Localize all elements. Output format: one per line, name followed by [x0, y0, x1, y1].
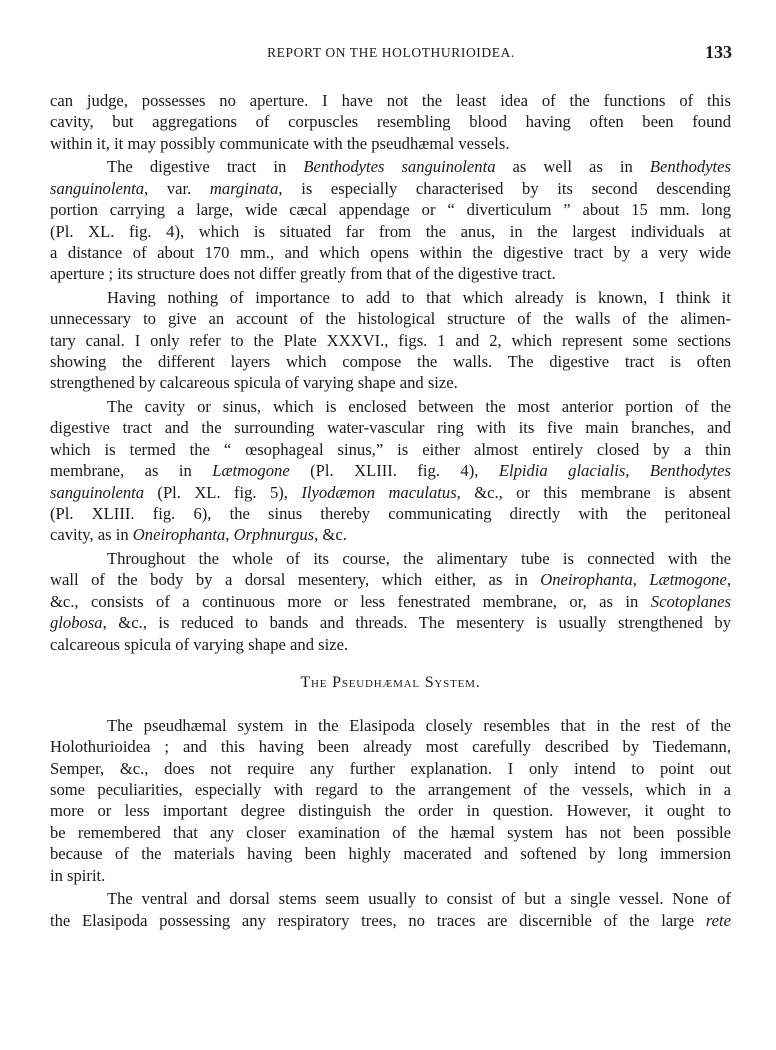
text-line	[50, 612, 731, 633]
text-run: which is termed the “ œsophageal sinus,” is either almost entirely closed by a thin	[50, 439, 731, 459]
text-line	[50, 156, 731, 177]
paragraph	[50, 287, 731, 394]
text-run: portion carrying a large, wide cæcal appendage or “ diverticulum ” about 15 mm. long	[50, 200, 731, 220]
italic-text: globosa	[50, 613, 103, 633]
text-line	[50, 133, 731, 154]
text-line	[50, 634, 731, 655]
text-run: within it, it may possibly communicate with the pseudhæmal vessels.	[50, 133, 510, 153]
text-run: , var.	[144, 178, 210, 198]
text-run: The cavity or sinus, which is enclosed between the most anterior portion of the	[107, 397, 731, 417]
text-line	[50, 460, 731, 481]
section-heading: The Pseudhæmal System.	[300, 673, 481, 691]
text-line	[50, 758, 731, 779]
text-run: Having nothing of importance to add to that which already is known, I think it	[107, 287, 731, 307]
text-run: Semper, &c., does not require any further explanation. I only intend to point out	[50, 758, 731, 778]
text-run: ,	[225, 525, 234, 545]
text-run: showing the different layers which compose the walls. The digestive tract is often	[50, 352, 731, 372]
text-run: can judge, possesses no aperture. I have not the least idea of the functions of this	[50, 91, 731, 110]
italic-text: Benthodytes	[649, 157, 731, 177]
text-line	[50, 439, 731, 460]
text-run: cavity, but aggregations of corpuscles resembling blood having often been found	[50, 112, 731, 132]
text-line	[50, 242, 731, 263]
text-line	[50, 865, 731, 886]
text-run: the Elasipoda possessing any respiratory trees, no traces are discernible of the large	[50, 910, 706, 930]
text-run: as well as in	[495, 157, 650, 177]
paragraph	[50, 715, 731, 886]
paragraph	[50, 396, 731, 546]
italic-text: sanguinolenta	[50, 482, 145, 502]
text-line	[50, 372, 731, 393]
text-run: a distance of about 170 mm., and which opens within the digestive tract by a very wide	[50, 242, 731, 262]
text-line	[50, 417, 731, 438]
text-line	[50, 822, 731, 843]
page-number: 133	[705, 42, 732, 62]
text-line	[50, 569, 731, 590]
text-line	[50, 715, 731, 736]
text-run: some peculiarities, especially with regard to the arrangement of the vessels, which in a	[50, 780, 731, 800]
text-line	[50, 800, 731, 821]
text-run: Holothurioidea ; and this having been already most carefully described by Tiedemann,	[50, 737, 731, 757]
page-body	[50, 90, 731, 933]
text-line	[50, 351, 731, 372]
text-run: cavity, as in	[50, 525, 133, 545]
text-run: The ventral and dorsal stems seem usually to consist of but a single vessel. None of	[107, 889, 731, 909]
text-line	[50, 888, 731, 909]
italic-text: Benthodytes sanguinolenta	[303, 157, 496, 177]
running-head	[50, 42, 732, 64]
italic-text: Ilyodæmon maculatus	[301, 482, 457, 502]
text-line	[50, 90, 731, 111]
text-run: more or less important degree distinguish the order in question. However, it ought to	[50, 801, 731, 821]
text-run: (Pl. XLIII. fig. 6), the sinus thereby communicating directly with the peritoneal	[50, 503, 731, 523]
text-line	[50, 330, 731, 351]
text-run: be remembered that any closer examination of the hæmal system has not been possible	[50, 822, 731, 842]
text-run: , &c.	[314, 525, 347, 545]
text-run: wall of the body by a dorsal mesentery, which either, as in	[50, 570, 541, 590]
paragraph	[50, 888, 731, 931]
text-run: , is especially characterised by its second descending	[278, 178, 731, 198]
text-run: strengthened by calcareous spicula of varying shape and size.	[50, 373, 458, 393]
text-run: (Pl. XL. fig. 5),	[144, 482, 302, 502]
italic-text: Orphnurgus	[233, 525, 315, 545]
text-run: , &c., is reduced to bands and threads. The mesentery is usually strengthened by	[102, 613, 731, 633]
paragraph	[50, 548, 731, 655]
text-run: because of the materials having been highly macerated and softened by long immersion	[50, 844, 731, 864]
text-line	[50, 910, 731, 931]
text-run: The pseudhæmal system in the Elasipoda closely resembles that in the rest of the	[107, 715, 731, 735]
text-run: in spirit.	[50, 865, 106, 885]
text-line	[50, 548, 731, 569]
paragraph	[50, 156, 731, 284]
text-run: &c., consists of a continuous more or less fenestrated membrane, or, as in	[50, 591, 651, 611]
text-line	[50, 287, 731, 308]
italic-text: Elpidia glacialis, Benthodytes	[498, 461, 731, 481]
italic-text: marginata	[209, 178, 279, 198]
text-line	[50, 178, 731, 199]
text-line	[50, 396, 731, 417]
italic-text: rete	[705, 910, 731, 930]
text-run: , &c., or this membrane is absent	[456, 482, 731, 502]
text-run: unnecessary to give an account of the histological structure of the walls of the alimen-	[50, 309, 731, 329]
text-run: membrane, as in	[50, 461, 213, 481]
text-line	[50, 263, 731, 284]
text-line	[50, 779, 731, 800]
italic-text: Lætmogone	[212, 461, 290, 481]
text-line	[50, 221, 731, 242]
italic-text: Oneirophanta	[132, 525, 226, 545]
text-run: Throughout the whole of its course, the alimentary tube is connected with the	[107, 548, 731, 568]
text-line	[50, 591, 731, 612]
text-line	[50, 482, 731, 503]
text-run: aperture ; its structure does not differ greatly from that of the digestive tract.	[50, 264, 556, 284]
text-line	[50, 199, 731, 220]
text-run: (Pl. XLIII. fig. 4),	[289, 461, 499, 481]
text-line	[50, 111, 731, 132]
text-line	[50, 736, 731, 757]
running-head-title: REPORT ON THE HOLOTHURIOIDEA.	[267, 45, 515, 60]
paragraph	[50, 90, 731, 154]
text-run: (Pl. XL. fig. 4), which is situated far from the anus, in the largest individuals at	[50, 221, 731, 241]
italic-text: Oneirophanta, Lætmogone,	[540, 570, 731, 590]
text-run: tary canal. I only refer to the Plate XXXVI., figs. 1 and 2, which represent some sections	[50, 330, 731, 350]
text-line	[50, 308, 731, 329]
text-line	[50, 843, 731, 864]
text-run: calcareous spicula of varying shape and size.	[50, 634, 349, 654]
italic-text: sanguinolenta	[50, 178, 145, 198]
text-run: digestive tract and the surrounding water-vascular ring with its five main branches, and	[50, 418, 731, 438]
italic-text: Scotoplanes	[650, 591, 731, 611]
text-run: The digestive tract in	[107, 157, 304, 177]
text-line	[50, 524, 731, 545]
text-line	[50, 503, 731, 524]
